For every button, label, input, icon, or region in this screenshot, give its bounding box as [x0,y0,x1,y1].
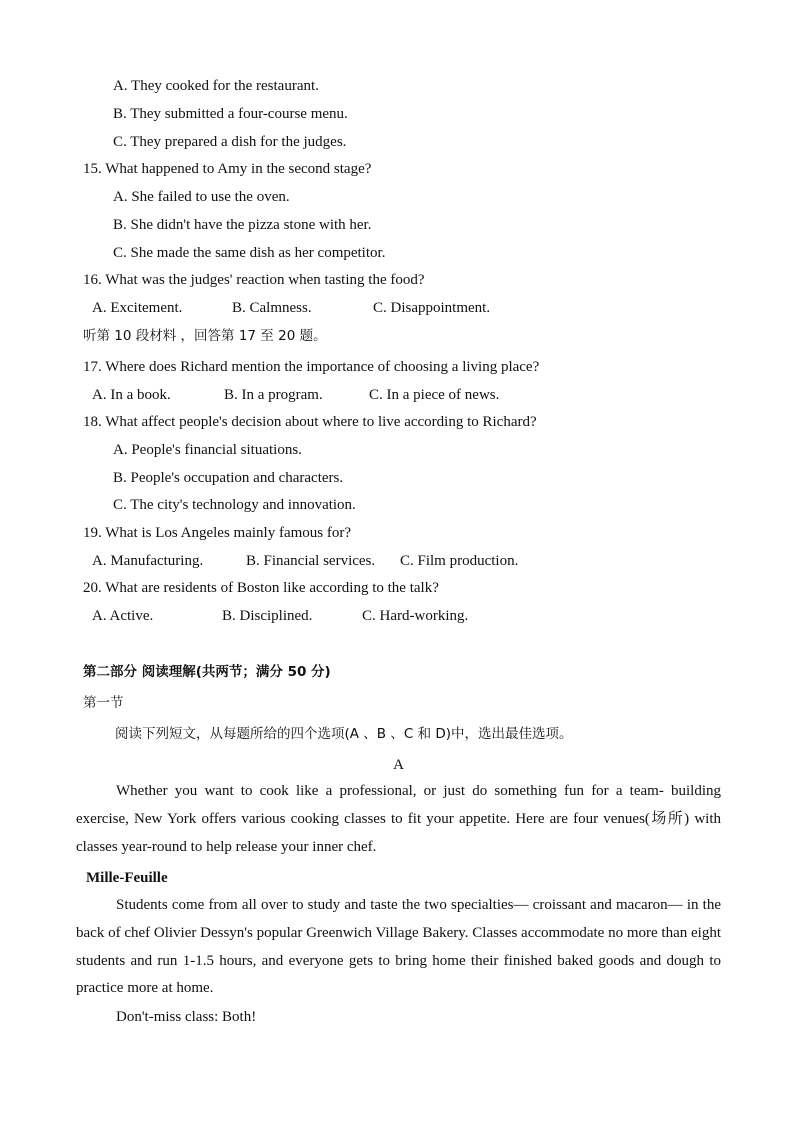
q19-question: 19. What is Los Angeles mainly famous for? [83,525,352,541]
section1-heading: 第一节 [83,695,124,711]
passage-label: A [393,757,404,773]
q18-question: 18. What affect people's decision about where to live according to Richard? [83,414,537,430]
q20-option-a: A. Active. [92,608,154,624]
q19-option-b: B. Financial services. [246,553,376,569]
q20-option-b: B. Disciplined. [222,608,313,624]
part2-heading: 第二部分 阅读理解(共两节；满分 50 分) [83,664,331,680]
venue-name: Mille-Feuille [86,870,168,886]
passage-intro: Whether you want to cook like a professional, or just do something fun for a team- building exercise, New York offers various cooking classes to fit your appetite. Here are four venues(场所) with classes year-round to help release your inner chef. [76,783,721,855]
venue-description: Students come from all over to study and taste the two specialties— croissant and macaron— in the back of chef Olivier Dessyn's popular Greenwich Village Bakery. Classes accommodate no more than eight students and run 1-1.5 hours, and everyone gets to bring home their finished baked goods and dough to practice more at home. [76,897,721,997]
q15-option-b: B. She didn't have the pizza stone with her. [113,217,372,233]
q14-option-b: B. They submitted a four-course menu. [113,106,348,122]
q17-option-c: C. In a piece of news. [369,387,500,403]
q20-question: 20. What are residents of Boston like according to the talk? [83,580,439,596]
q18-option-c: C. The city's technology and innovation. [113,497,356,513]
reading-instruction: 阅读下列短文，从每题所给的四个选项(A 、B 、C 和 D)中，选出最佳选项。 [115,726,573,742]
q14-option-c: C. They prepared a dish for the judges. [113,134,347,150]
q17-option-a: A. In a book. [92,387,171,403]
q15-question: 15. What happened to Amy in the second stage? [83,161,372,177]
q16-question: 16. What was the judges' reaction when tasting the food? [83,272,425,288]
q17-option-b: B. In a program. [224,387,323,403]
q20-option-c: C. Hard-working. [362,608,469,624]
q18-option-b: B. People's occupation and characters. [113,470,344,486]
q16-option-c: C. Disappointment. [373,300,491,316]
q19-option-a: A. Manufacturing. [92,553,204,569]
q15-option-c: C. She made the same dish as her competitor. [113,245,386,261]
q16-option-a: A. Excitement. [92,300,183,316]
listening-instruction: 听第 10 段材料 ，回答第 17 至 20 题。 [83,328,327,344]
q14-option-a: A. They cooked for the restaurant. [113,78,319,94]
q17-question: 17. Where does Richard mention the importance of choosing a living place? [83,359,540,375]
q18-option-a: A. People's financial situations. [113,442,302,458]
q19-option-c: C. Film production. [400,553,519,569]
q15-option-a: A. She failed to use the oven. [113,189,290,205]
q16-option-b: B. Calmness. [232,300,312,316]
dont-miss-class: Don't-miss class: Both! [116,1009,257,1025]
